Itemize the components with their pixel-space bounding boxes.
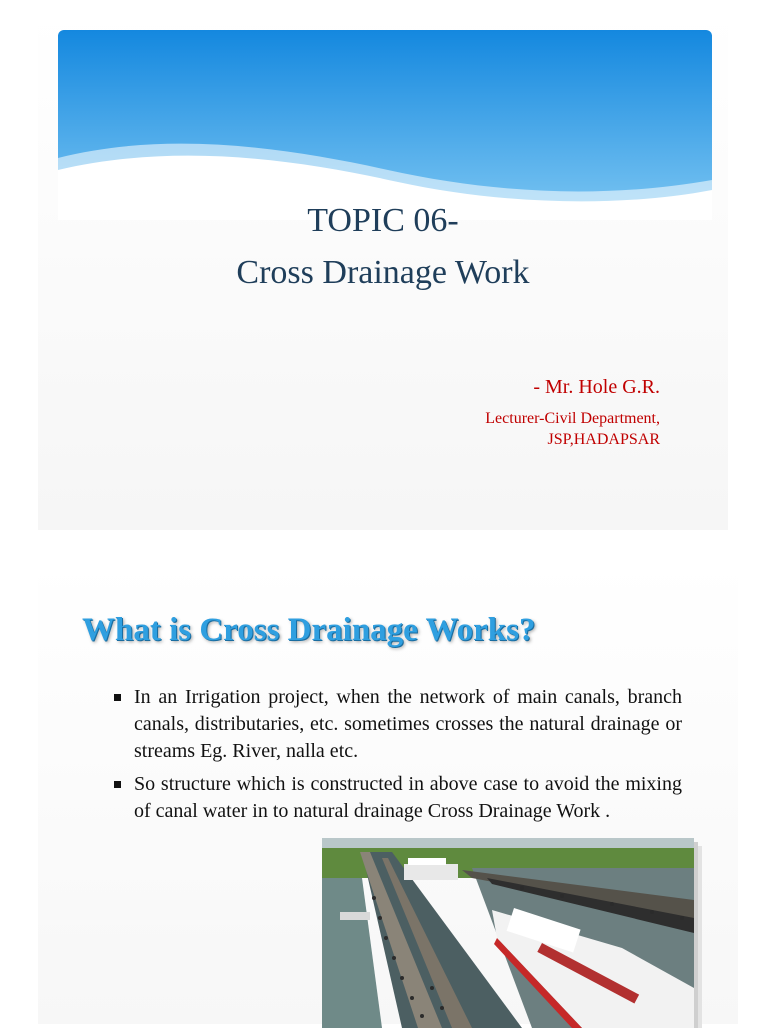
author-name: - Mr. Hole G.R.: [533, 376, 660, 398]
bullet-list: [112, 684, 682, 831]
bullet-square-icon: [114, 781, 121, 788]
content-slide: [38, 560, 738, 1024]
slide-title-line2: Cross Drainage Work: [236, 254, 530, 291]
bullet-square-icon: [114, 694, 121, 701]
slide-title-line1: TOPIC 06-: [307, 202, 459, 239]
aqueduct-photo: [322, 838, 694, 1028]
title-slide: [38, 10, 728, 530]
bullet-text: In an Irrigation project, when the network of main canals, branch canals, distributaries, etc. sometimes crosses the natural drainage or streams Eg. River, nalla etc.: [134, 686, 682, 762]
bullet-text: So structure which is constructed in above case to avoid the mixing of canal water in to natural drainage Cross Drainage Work .: [134, 773, 682, 822]
author-org: JSP,HADAPSAR: [547, 431, 660, 448]
wave-banner: [58, 30, 712, 220]
bullet-item: [112, 684, 682, 765]
author-role: Lecturer-Civil Department,: [485, 410, 660, 427]
bullet-item: [112, 771, 682, 825]
slide-heading: What is Cross Drainage Works?: [82, 612, 536, 648]
